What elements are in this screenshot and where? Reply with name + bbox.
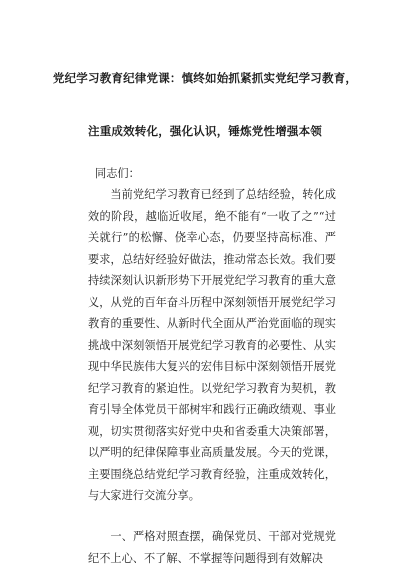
body-paragraph-1: 当前党纪学习教育已经到了总结经验，转化成效的阶段，越临近收尾，绝不能有“一收了之”“过关就行”的松懈、侥幸心态，仍要坚持高标准、严要求，总结好经验好做法，推动常态长效。我们要持续深刻认识新形势下开展党纪学习教育的重大意义，从党的百年奋斗历程中深刻领悟开展党纪学习教育的重要性、从新时代全面从严治党面临的现实挑战中深刻领悟开展党纪学习教育的必要性、从实现中华民族伟大复兴的宏伟目标中深刻领悟开展党纪学习教育的紧迫性。以党纪学习教育为契机，教育引导全体党员干部树牢和践行正确政绩观、事业观，切实贯彻落实好党中央和省委重大决策部署，以严明的纪律保障事业高质量发展。今天的党课，主要围绕总结党纪学习教育经验，注重成效转化，与大家进行交流分享。	[88, 188, 336, 502]
document-title-line-2: 注重成效转化，强化认识，锤炼党性增强本领	[88, 124, 322, 138]
document-title-line-1: 党纪学习教育纪律党课：慎终如始抓紧抓实党纪学习教育，	[52, 71, 358, 85]
body-paragraph-2: 一、严格对照查摆，确保党员、干部对党规党纪不上心、不了解、不掌握等问题得到有效解决	[88, 530, 336, 565]
salutation: 同志们：	[95, 167, 140, 180]
